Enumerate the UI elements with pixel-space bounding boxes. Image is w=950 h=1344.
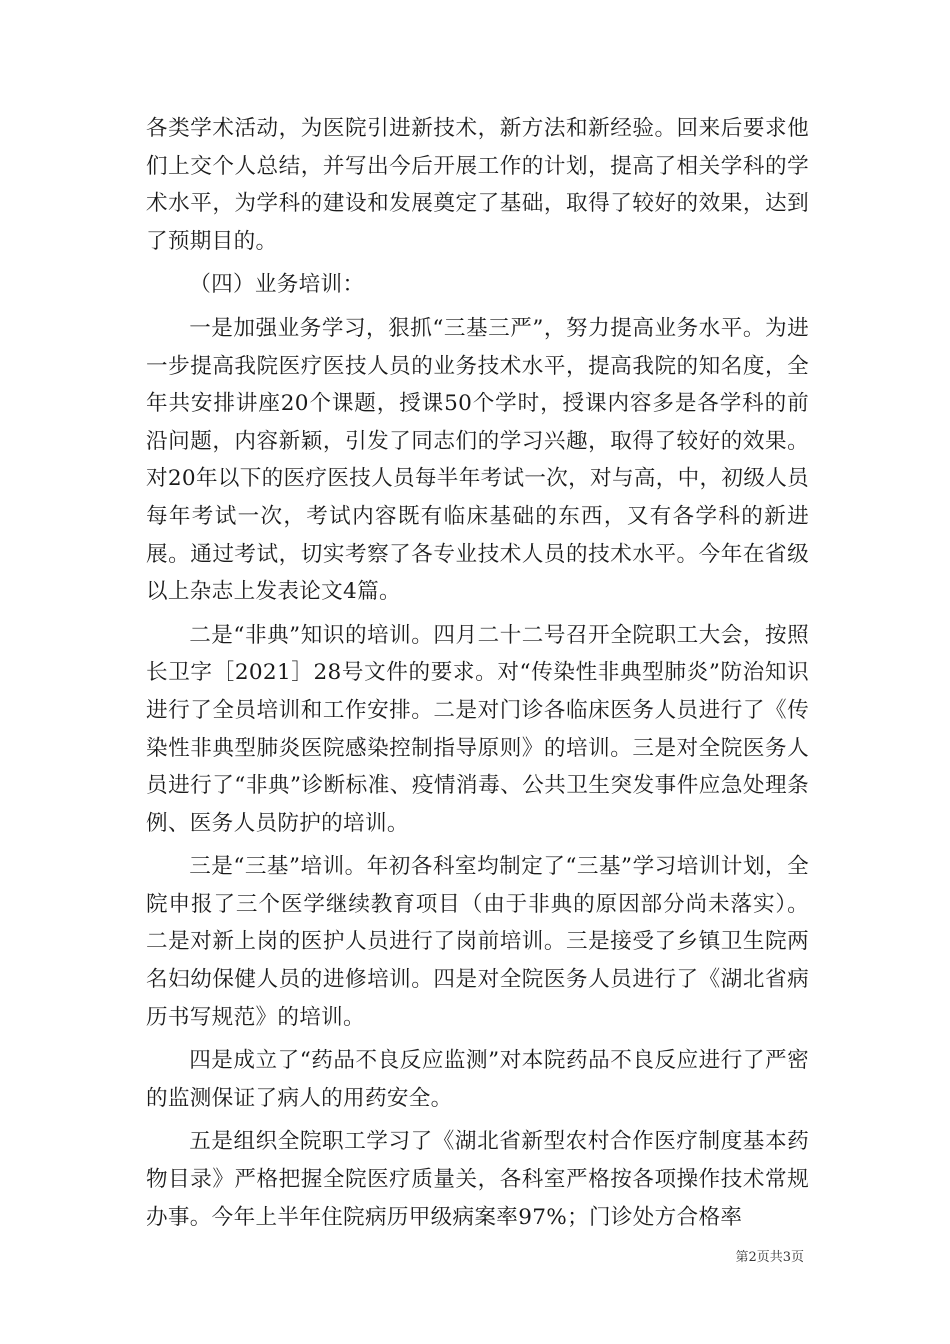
paragraph-1: 各类学术活动，为医院引进新技术，新方法和新经验。回来后要求他们上交个人总结，并写出今后开展工作的计划，提高了相关学科的学术水平，为学科的建设和发展奠定了基础，取得了较好的效果，达到了预期目的。	[146, 116, 809, 254]
paragraph-5: 四是成立了“药品不良反应监测”对本院药品不良反应进行了严密的监测保证了病人的用药安全。	[146, 1048, 809, 1111]
paragraph-4: 三是“三基”培训。年初各科室均制定了“三基”学习培训计划，全院申报了三个医学继续教育项目（由于非典的原因部分尚未落实）。二是对新上岗的医护人员进行了岗前培训。三是接受了乡镇卫生院两名妇幼保健人员的进修培训。四是对全院医务人员进行了《湖北省病历书写规范》的培训。	[146, 854, 809, 1030]
paragraph-3: 二是“非典”知识的培训。四月二十二号召开全院职工大会，按照长卫字［2021］28号文件的要求。对“传染性非典型肺炎”防治知识进行了全员培训和工作安排。二是对门诊各临床医务人员进行了《传染性非典型肺炎医院感染控制指导原则》的培训。三是对全院医务人员进行了“非典”诊断标准、疫情消毒、公共卫生突发事件应急处理条例、医务人员防护的培训。	[146, 622, 809, 836]
paragraph-2: 一是加强业务学习，狠抓“三基三严”，努力提高业务水平。为进一步提高我院医疗医技人员的业务技术水平，提高我院的知名度，全年共安排讲座20个课题，授课50个学时，授课内容多是各学科的前沿问题，内容新颖，引发了同志们的学习兴趣，取得了较好的效果。对20年以下的医疗医技人员每半年考试一次，对与高，中，初级人员每年考试一次，考试内容既有临床基础的东西，又有各学科的新进展。通过考试，切实考察了各专业技术人员的技术水平。今年在省级以上杂志上发表论文4篇。	[146, 315, 809, 605]
page-number: 第2页共3页	[735, 1250, 804, 1265]
document-body	[146, 110, 809, 1242]
section-heading: （四）业务培训：	[189, 272, 365, 298]
paragraph-6: 五是组织全院职工学习了《湖北省新型农村合作医疗制度基本药物目录》严格把握全院医疗质量关，各科室严格按各项操作技术常规办事。今年上半年住院病历甲级病案率97%；门诊处方合格率	[146, 1129, 809, 1230]
